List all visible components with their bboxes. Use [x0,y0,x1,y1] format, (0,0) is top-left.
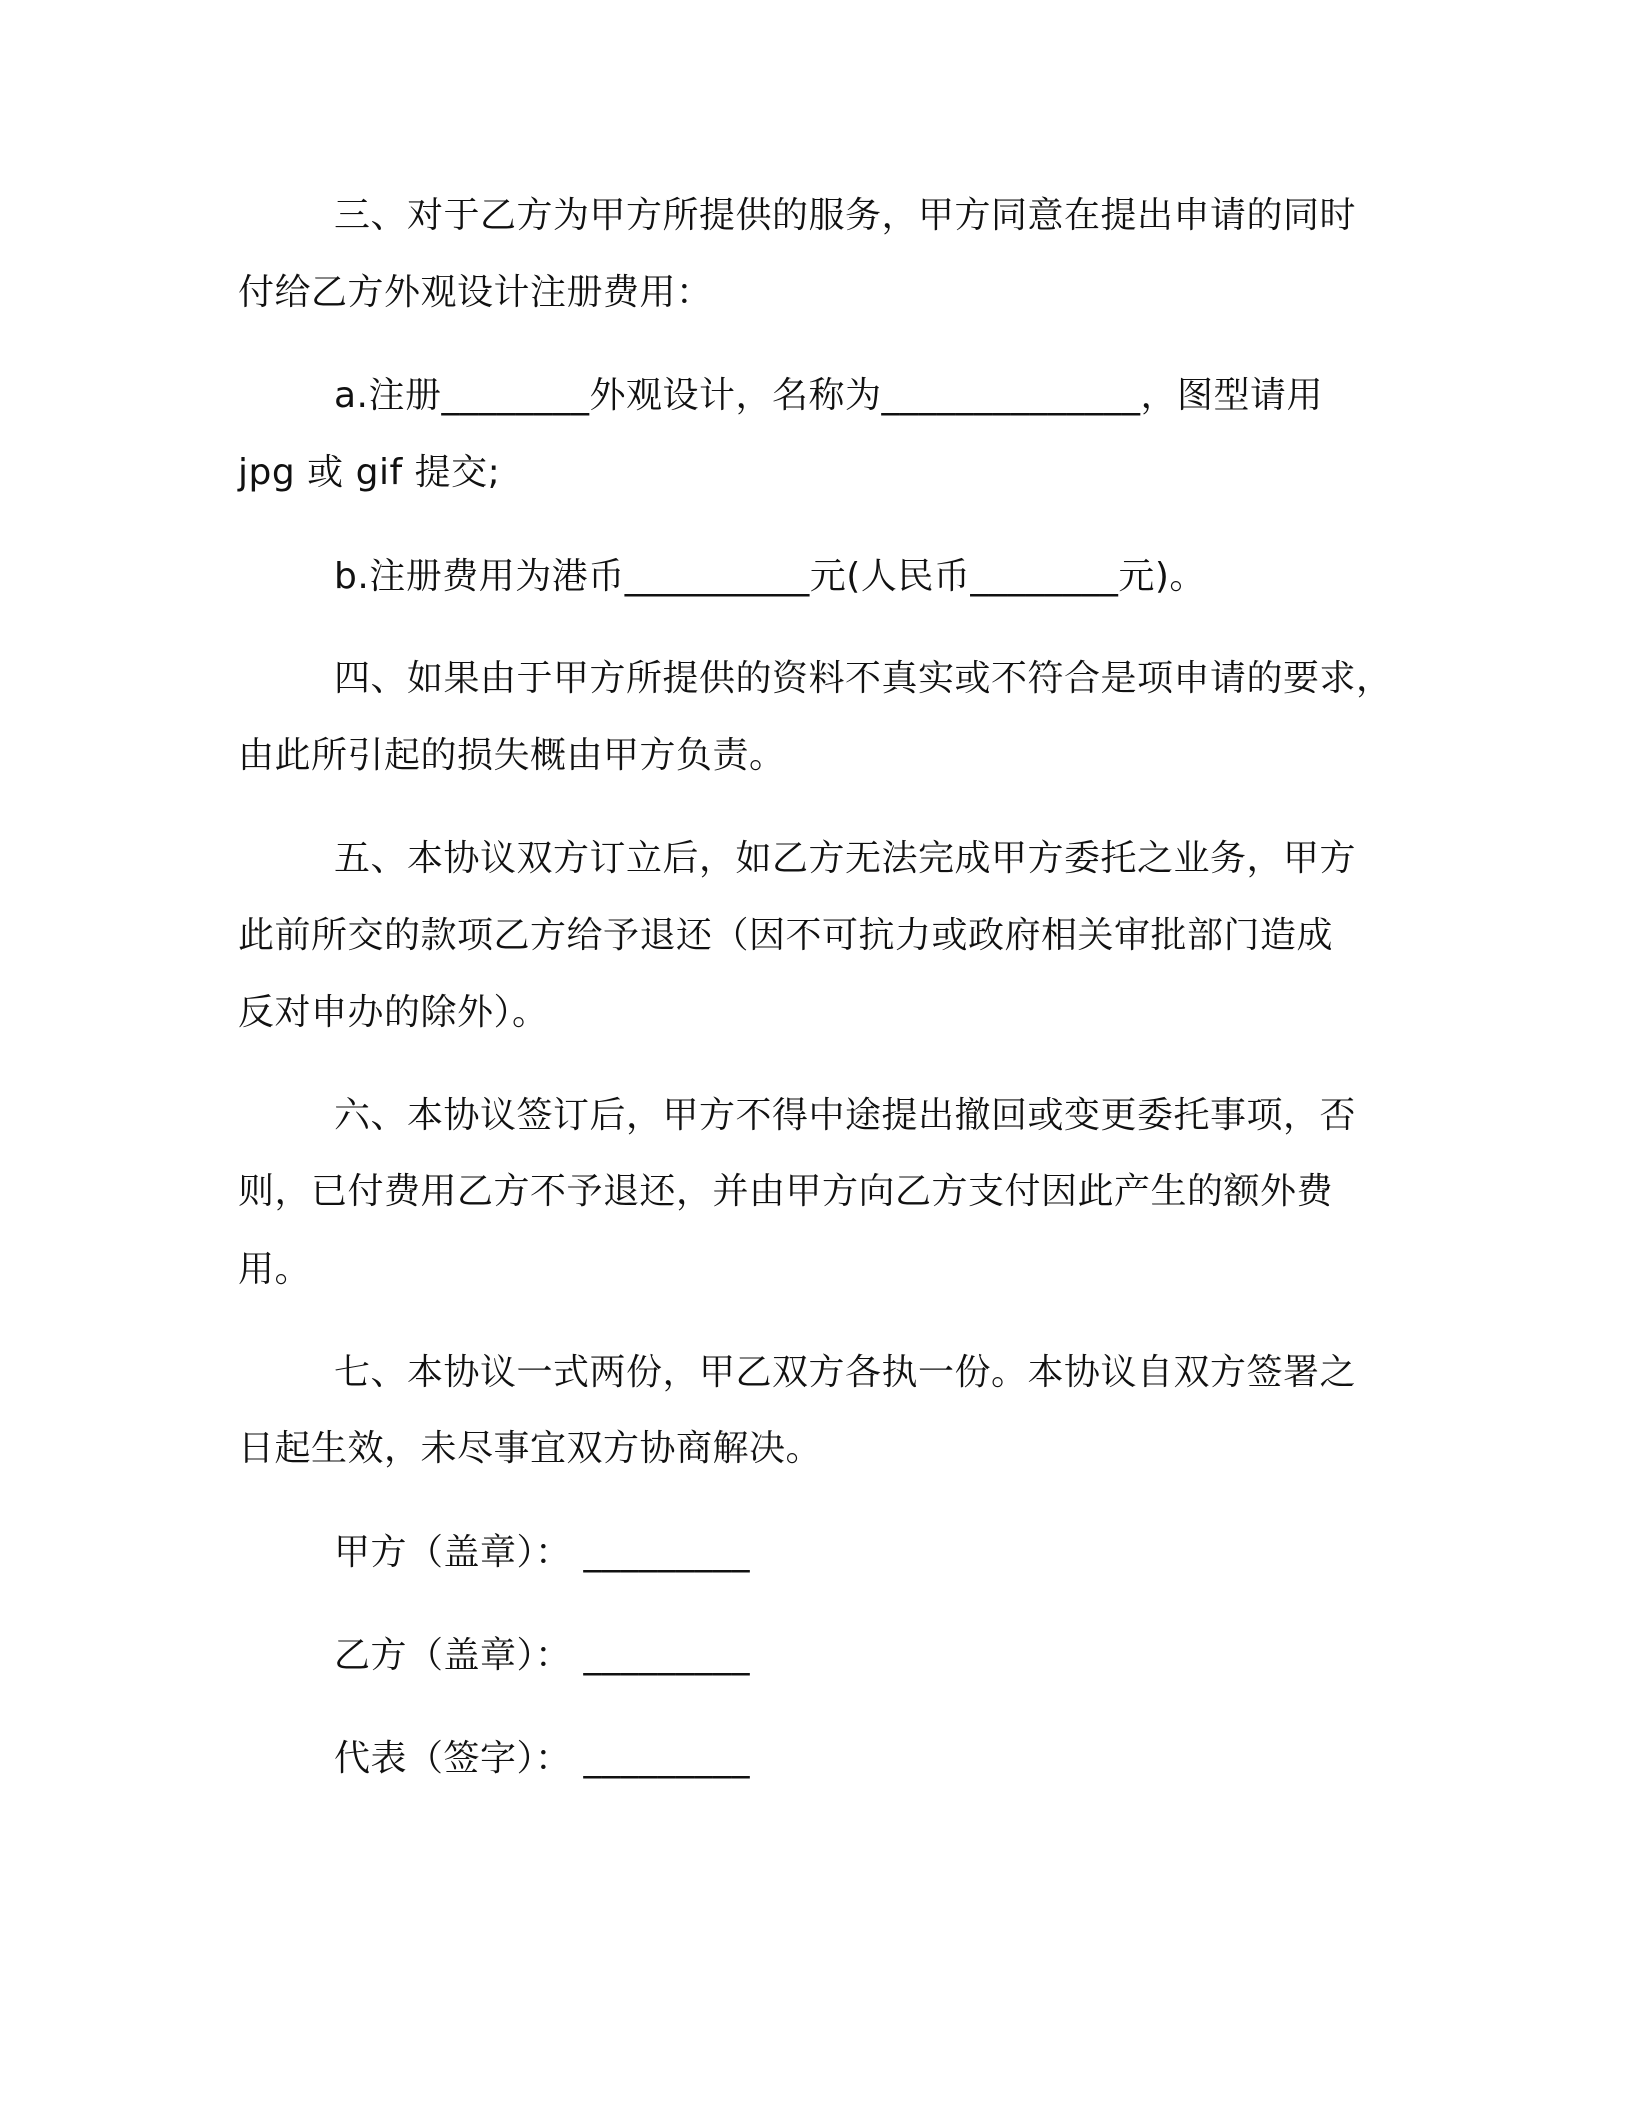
clause-3-line-1: 三、对于乙方为甲方所提供的服务，甲方同意在提出申请的同时 [334,195,1357,236]
clause-6-line-2: 则，已付费用乙方不予退还，并由甲方向乙方支付因此产生的额外费 [238,1171,1334,1212]
clause-6-line-1: 六、本协议签订后，甲方不得中途提出撤回或变更委托事项，否 [334,1095,1357,1136]
signature-party-a: 甲方（盖章）： _________ [334,1532,750,1573]
item-a-line-1: a.注册________外观设计，名称为______________，图型请用 [334,375,1324,416]
clause-3-line-2: 付给乙方外观设计注册费用： [238,272,713,313]
item-b-line-1: b.注册费用为港币__________元(人民币________元)。 [334,556,1206,597]
clause-7-line-2: 日起生效，未尽事宜双方协商解决。 [238,1428,823,1469]
clause-6-line-3: 用。 [238,1249,312,1290]
clause-4-line-1: 四、如果由于甲方所提供的资料不真实或不符合是项申请的要求， [334,658,1393,699]
clause-5-line-1: 五、本协议双方订立后，如乙方无法完成甲方委托之业务，甲方 [334,838,1357,879]
clause-5-line-3: 反对申办的除外）。 [238,992,549,1033]
signature-party-b: 乙方（盖章）： _________ [334,1635,750,1676]
clause-4-line-2: 由此所引起的损失概由甲方负责。 [238,735,786,776]
signature-representative: 代表（签字）： _________ [334,1738,750,1779]
item-a-line-2: jpg 或 gif 提交; [238,452,501,493]
clause-7-line-1: 七、本协议一式两份，甲乙双方各执一份。本协议自双方签署之 [334,1352,1357,1393]
clause-5-line-2: 此前所交的款项乙方给予退还（因不可抗力或政府相关审批部门造成 [238,915,1334,956]
